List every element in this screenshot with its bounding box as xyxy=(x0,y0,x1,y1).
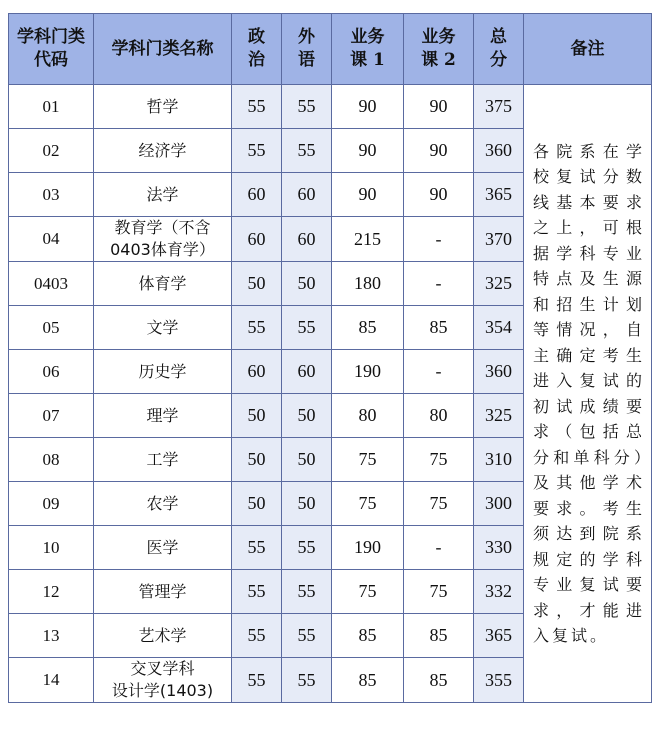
remark-cell: 各院系在学校复试分数线基本要求之上，可根据学科专业特点及生源和招生计划等情况，自主确定考生进入复试的初试成绩要求（包括总分和单科分）及其他学术要求。考生须达到院系规定的学科专业复试要求，才能进入复试。 xyxy=(524,85,652,703)
cell-course2: 75 xyxy=(404,482,474,526)
cell-course2: 85 xyxy=(404,614,474,658)
cell-total: 370 xyxy=(474,217,524,262)
cell-politics: 55 xyxy=(232,129,282,173)
header-course1: 业务 课 1 xyxy=(332,14,404,85)
cell-name: 农学 xyxy=(94,482,232,526)
cell-code: 07 xyxy=(9,394,94,438)
cell-politics: 60 xyxy=(232,217,282,262)
cell-course2: - xyxy=(404,217,474,262)
cell-code: 05 xyxy=(9,306,94,350)
cell-code: 09 xyxy=(9,482,94,526)
cell-course1: 190 xyxy=(332,526,404,570)
cell-code: 13 xyxy=(9,614,94,658)
cell-total: 332 xyxy=(474,570,524,614)
cell-course1: 90 xyxy=(332,173,404,217)
table-body xyxy=(9,85,652,703)
cell-course2: 90 xyxy=(404,129,474,173)
cell-name: 体育学 xyxy=(94,262,232,306)
cell-foreign: 50 xyxy=(282,438,332,482)
cell-course1: 80 xyxy=(332,394,404,438)
cell-course1: 75 xyxy=(332,570,404,614)
cell-course1: 215 xyxy=(332,217,404,262)
cell-course1: 75 xyxy=(332,482,404,526)
header-course2: 业务 课 2 xyxy=(404,14,474,85)
cell-course1: 90 xyxy=(332,85,404,129)
cell-total: 325 xyxy=(474,262,524,306)
cell-name: 法学 xyxy=(94,173,232,217)
cell-foreign: 60 xyxy=(282,217,332,262)
cell-total: 300 xyxy=(474,482,524,526)
cell-foreign: 55 xyxy=(282,526,332,570)
header-foreign: 外 语 xyxy=(282,14,332,85)
cell-politics: 50 xyxy=(232,438,282,482)
cell-course2: 90 xyxy=(404,173,474,217)
cell-course2: 75 xyxy=(404,570,474,614)
cell-course2: 90 xyxy=(404,85,474,129)
cell-name: 医学 xyxy=(94,526,232,570)
cell-politics: 55 xyxy=(232,85,282,129)
cell-politics: 55 xyxy=(232,570,282,614)
cell-course2: - xyxy=(404,526,474,570)
cell-code: 06 xyxy=(9,350,94,394)
cell-total: 375 xyxy=(474,85,524,129)
cell-foreign: 55 xyxy=(282,306,332,350)
cell-name: 文学 xyxy=(94,306,232,350)
cell-politics: 50 xyxy=(232,262,282,306)
cell-code: 03 xyxy=(9,173,94,217)
cell-name: 管理学 xyxy=(94,570,232,614)
cell-total: 360 xyxy=(474,129,524,173)
cell-code: 12 xyxy=(9,570,94,614)
cell-code: 08 xyxy=(9,438,94,482)
cell-name: 教育学（不含 0403体育学） xyxy=(94,217,232,262)
cell-politics: 55 xyxy=(232,526,282,570)
cell-total: 355 xyxy=(474,658,524,703)
cell-name: 理学 xyxy=(94,394,232,438)
score-table-container xyxy=(8,13,652,703)
cell-politics: 50 xyxy=(232,394,282,438)
cell-course2: 80 xyxy=(404,394,474,438)
cell-code: 10 xyxy=(9,526,94,570)
cell-course1: 75 xyxy=(332,438,404,482)
cell-name: 哲学 xyxy=(94,85,232,129)
cell-course1: 85 xyxy=(332,306,404,350)
cell-total: 365 xyxy=(474,173,524,217)
cell-name: 经济学 xyxy=(94,129,232,173)
cell-foreign: 60 xyxy=(282,350,332,394)
score-table xyxy=(8,13,652,703)
cell-code: 02 xyxy=(9,129,94,173)
header-politics: 政 治 xyxy=(232,14,282,85)
cell-politics: 50 xyxy=(232,482,282,526)
cell-total: 325 xyxy=(474,394,524,438)
table-header-row xyxy=(9,14,652,85)
cell-foreign: 50 xyxy=(282,394,332,438)
cell-foreign: 55 xyxy=(282,85,332,129)
cell-politics: 55 xyxy=(232,658,282,703)
cell-code: 04 xyxy=(9,217,94,262)
cell-politics: 60 xyxy=(232,173,282,217)
cell-course1: 90 xyxy=(332,129,404,173)
cell-foreign: 55 xyxy=(282,570,332,614)
cell-course2: 75 xyxy=(404,438,474,482)
cell-foreign: 55 xyxy=(282,129,332,173)
cell-foreign: 60 xyxy=(282,173,332,217)
cell-total: 310 xyxy=(474,438,524,482)
header-remark: 备注 xyxy=(524,14,652,85)
cell-course2: - xyxy=(404,350,474,394)
header-total: 总 分 xyxy=(474,14,524,85)
cell-name: 工学 xyxy=(94,438,232,482)
cell-name: 艺术学 xyxy=(94,614,232,658)
cell-code: 0403 xyxy=(9,262,94,306)
cell-foreign: 55 xyxy=(282,614,332,658)
cell-foreign: 50 xyxy=(282,262,332,306)
cell-politics: 60 xyxy=(232,350,282,394)
cell-total: 365 xyxy=(474,614,524,658)
cell-course2: - xyxy=(404,262,474,306)
header-code: 学科门类 代码 xyxy=(9,14,94,85)
cell-foreign: 55 xyxy=(282,658,332,703)
cell-code: 14 xyxy=(9,658,94,703)
cell-name: 历史学 xyxy=(94,350,232,394)
cell-course2: 85 xyxy=(404,306,474,350)
cell-total: 330 xyxy=(474,526,524,570)
cell-politics: 55 xyxy=(232,614,282,658)
header-name: 学科门类名称 xyxy=(94,14,232,85)
cell-course1: 85 xyxy=(332,614,404,658)
cell-course2: 85 xyxy=(404,658,474,703)
cell-total: 354 xyxy=(474,306,524,350)
cell-politics: 55 xyxy=(232,306,282,350)
cell-name: 交叉学科 设计学(1403) xyxy=(94,658,232,703)
cell-foreign: 50 xyxy=(282,482,332,526)
cell-course1: 180 xyxy=(332,262,404,306)
cell-course1: 85 xyxy=(332,658,404,703)
table-row xyxy=(9,85,652,129)
cell-total: 360 xyxy=(474,350,524,394)
cell-code: 01 xyxy=(9,85,94,129)
cell-course1: 190 xyxy=(332,350,404,394)
